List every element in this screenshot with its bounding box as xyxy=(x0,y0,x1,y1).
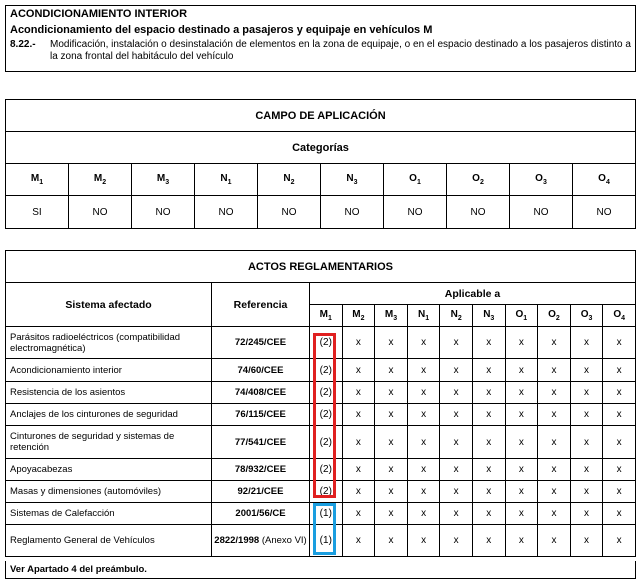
aplicable-header-n1: $N_1$ xyxy=(407,305,440,327)
aplicable-cell: x xyxy=(375,359,408,382)
aplicable-cell: x xyxy=(375,327,408,359)
m1-cell: (2) xyxy=(310,404,343,426)
referencia-cell: 77/541/CEE xyxy=(212,426,310,459)
aplicable-cell: x xyxy=(570,481,603,503)
categoria-header-n3: $N_3$ xyxy=(321,164,384,196)
categoria-header-n2: $N_2$ xyxy=(258,164,321,196)
sistema-cell: Sistemas de Calefacción xyxy=(6,503,212,525)
m1-cell: (2) xyxy=(310,459,343,481)
section-header xyxy=(5,5,636,72)
aplicable-cell: x xyxy=(472,359,505,382)
aplicable-cell: x xyxy=(538,327,571,359)
aplicable-cell: x xyxy=(375,382,408,404)
aplicable-cell: x xyxy=(440,359,473,382)
referencia-cell: 92/21/CEE xyxy=(212,481,310,503)
aplicable-cell: x xyxy=(570,525,603,557)
aplicable-cell: x xyxy=(538,404,571,426)
aplicable-cell: x xyxy=(603,503,636,525)
categoria-value-m3: NO xyxy=(132,196,195,229)
sistema-cell: Resistencia de los asientos xyxy=(6,382,212,404)
aplicable-cell: x xyxy=(538,503,571,525)
categoria-value-n2: NO xyxy=(258,196,321,229)
aplicable-cell: x xyxy=(570,327,603,359)
m1-cell: (2) xyxy=(310,382,343,404)
aplicable-cell: x xyxy=(407,404,440,426)
aplicable-cell: x xyxy=(342,459,375,481)
aplicable-header-n2: $N_2$ xyxy=(440,305,473,327)
aplicable-cell: x xyxy=(375,459,408,481)
aplicable-header-m3: $M_3$ xyxy=(375,305,408,327)
highlight-red-box xyxy=(313,333,336,498)
aplicable-cell: x xyxy=(570,503,603,525)
referencia-cell: 76/115/CEE xyxy=(212,404,310,426)
categoria-value-o3: NO xyxy=(510,196,573,229)
categoria-header-o3: $O_3$ xyxy=(510,164,573,196)
aplicable-cell: x xyxy=(603,525,636,557)
aplicable-cell: x xyxy=(603,481,636,503)
aplicable-cell: x xyxy=(603,382,636,404)
aplicable-cell: x xyxy=(570,459,603,481)
referencia-cell: 74/60/CEE xyxy=(212,359,310,382)
aplicable-cell: x xyxy=(407,382,440,404)
aplicable-cell: x xyxy=(407,481,440,503)
referencia-cell: 2822/1998 (Anexo VI) xyxy=(212,525,310,557)
aplicable-cell: x xyxy=(440,503,473,525)
aplicable-cell: x xyxy=(538,525,571,557)
aplicable-cell: x xyxy=(570,404,603,426)
categoria-value-o4: NO xyxy=(573,196,636,229)
aplicable-cell: x xyxy=(375,525,408,557)
campo-aplicacion-table xyxy=(5,99,636,228)
aplicable-cell: x xyxy=(375,481,408,503)
aplicable-cell: x xyxy=(440,327,473,359)
aplicable-cell: x xyxy=(342,481,375,503)
categoria-header-o1: $O_1$ xyxy=(384,164,447,196)
header-title: ACONDICIONAMIENTO INTERIOR xyxy=(10,8,188,20)
aplicable-cell: x xyxy=(407,503,440,525)
aplicable-cell: x xyxy=(472,382,505,404)
categoria-value-n3: NO xyxy=(321,196,384,229)
categoria-value-o1: NO xyxy=(384,196,447,229)
aplicable-cell: x xyxy=(505,459,538,481)
aplicable-cell: x xyxy=(603,459,636,481)
categorias-value-row xyxy=(6,196,636,229)
aplicable-cell: x xyxy=(342,359,375,382)
aplicable-cell: x xyxy=(407,459,440,481)
aplicable-cell: x xyxy=(505,359,538,382)
aplicable-header-o1: $O_1$ xyxy=(505,305,538,327)
categoria-value-n1: NO xyxy=(195,196,258,229)
col-aplicable-header: Aplicable a xyxy=(310,283,636,305)
aplicable-cell: x xyxy=(538,481,571,503)
sistema-cell: Parásitos radioeléctricos (compatibilidad electromagnética) xyxy=(6,327,212,359)
actos-title: ACTOS REGLAMENTARIOS xyxy=(6,251,636,283)
aplicable-header-m1: $M_1$ xyxy=(310,305,343,327)
aplicable-cell: x xyxy=(375,426,408,459)
m1-cell: (2) xyxy=(310,327,343,359)
referencia-cell: 2001/56/CE xyxy=(212,503,310,525)
sistema-cell: Apoyacabezas xyxy=(6,459,212,481)
aplicable-cell: x xyxy=(505,525,538,557)
referencia-cell: 74/408/CEE xyxy=(212,382,310,404)
categoria-header-o2: $O_2$ xyxy=(447,164,510,196)
aplicable-cell: x xyxy=(375,404,408,426)
sistema-cell: Cinturones de seguridad y sistemas de retención xyxy=(6,426,212,459)
aplicable-cell: x xyxy=(472,481,505,503)
aplicable-header-o2: $O_2$ xyxy=(538,305,571,327)
sistema-cell: Acondicionamiento interior xyxy=(6,359,212,382)
col-referencia-header: Referencia xyxy=(212,283,310,327)
aplicable-cell: x xyxy=(342,503,375,525)
categoria-header-m3: $M_3$ xyxy=(132,164,195,196)
header-subtitle: Acondicionamiento del espacio destinado a pasajeros y equipaje en vehículos M xyxy=(10,24,433,36)
aplicable-cell: x xyxy=(538,359,571,382)
aplicable-cell: x xyxy=(407,359,440,382)
aplicable-cell: x xyxy=(472,426,505,459)
aplicable-cell: x xyxy=(570,426,603,459)
aplicable-cell: x xyxy=(570,359,603,382)
aplicable-cell: x xyxy=(342,426,375,459)
aplicable-cell: x xyxy=(472,404,505,426)
categoria-value-m2: NO xyxy=(69,196,132,229)
sistema-cell: Masas y dimensiones (automóviles) xyxy=(6,481,212,503)
aplicable-cell: x xyxy=(440,404,473,426)
highlight-blue-box xyxy=(313,503,336,555)
categoria-header-n1: $N_1$ xyxy=(195,164,258,196)
aplicable-cell: x xyxy=(603,404,636,426)
m1-cell: (2) xyxy=(310,426,343,459)
aplicable-cell: x xyxy=(603,426,636,459)
aplicable-header-o4: $O_4$ xyxy=(603,305,636,327)
sistema-cell: Anclajes de los cinturones de seguridad xyxy=(6,404,212,426)
aplicable-cell: x xyxy=(440,426,473,459)
categoria-header-m2: $M_2$ xyxy=(69,164,132,196)
m1-cell: (1) xyxy=(310,503,343,525)
aplicable-cell: x xyxy=(505,404,538,426)
aplicable-cell: x xyxy=(342,525,375,557)
item-text: Modificación, instalación o desinstalación de elementos en la zona de equipaje, o en el espacio destinado a los pasajeros distinto a la zona frontal del habitáculo del vehículo xyxy=(50,39,631,62)
aplicable-cell: x xyxy=(440,459,473,481)
aplicable-cell: x xyxy=(407,426,440,459)
aplicable-cell: x xyxy=(538,426,571,459)
m1-cell: (2) xyxy=(310,359,343,382)
aplicable-cell: x xyxy=(538,382,571,404)
aplicable-cell: x xyxy=(472,327,505,359)
campo-title: CAMPO DE APLICACIÓN xyxy=(6,100,636,132)
m1-cell: (2) xyxy=(310,481,343,503)
aplicable-cell: x xyxy=(440,382,473,404)
aplicable-cell: x xyxy=(505,503,538,525)
aplicable-cell: x xyxy=(407,327,440,359)
aplicable-cell: x xyxy=(603,359,636,382)
item-number: 8.22.- xyxy=(10,39,36,50)
aplicable-cell: x xyxy=(505,481,538,503)
aplicable-cell: x xyxy=(472,503,505,525)
categoria-value-m1: SI xyxy=(6,196,69,229)
aplicable-cell: x xyxy=(375,503,408,525)
sistema-cell: Reglamento General de Vehículos xyxy=(6,525,212,557)
categoria-header-o4: $O_4$ xyxy=(573,164,636,196)
aplicable-cell: x xyxy=(538,459,571,481)
categorias-header-row xyxy=(6,164,636,196)
aplicable-header-n3: $N_3$ xyxy=(472,305,505,327)
col-sistema-header: Sistema afectado xyxy=(6,283,212,327)
categorias-title: Categorías xyxy=(6,132,636,164)
aplicable-cell: x xyxy=(342,382,375,404)
aplicable-cell: x xyxy=(342,404,375,426)
aplicable-cell: x xyxy=(407,525,440,557)
m1-cell: (1) xyxy=(310,525,343,557)
aplicable-cell: x xyxy=(505,382,538,404)
aplicable-cell: x xyxy=(472,525,505,557)
referencia-cell: 78/932/CEE xyxy=(212,459,310,481)
referencia-cell: 72/245/CEE xyxy=(212,327,310,359)
aplicable-cell: x xyxy=(505,426,538,459)
footer-note: Ver Apartado 4 del preámbulo. xyxy=(5,561,636,579)
categoria-value-o2: NO xyxy=(447,196,510,229)
categoria-header-m1: $M_1$ xyxy=(6,164,69,196)
aplicable-cell: x xyxy=(505,327,538,359)
aplicable-cell: x xyxy=(603,327,636,359)
aplicable-cell: x xyxy=(440,481,473,503)
aplicable-cell: x xyxy=(570,382,603,404)
aplicable-cell: x xyxy=(440,525,473,557)
aplicable-header-m2: $M_2$ xyxy=(342,305,375,327)
aplicable-cell: x xyxy=(342,327,375,359)
aplicable-cell: x xyxy=(472,459,505,481)
aplicable-header-o3: $O_3$ xyxy=(570,305,603,327)
header-item xyxy=(10,39,631,63)
